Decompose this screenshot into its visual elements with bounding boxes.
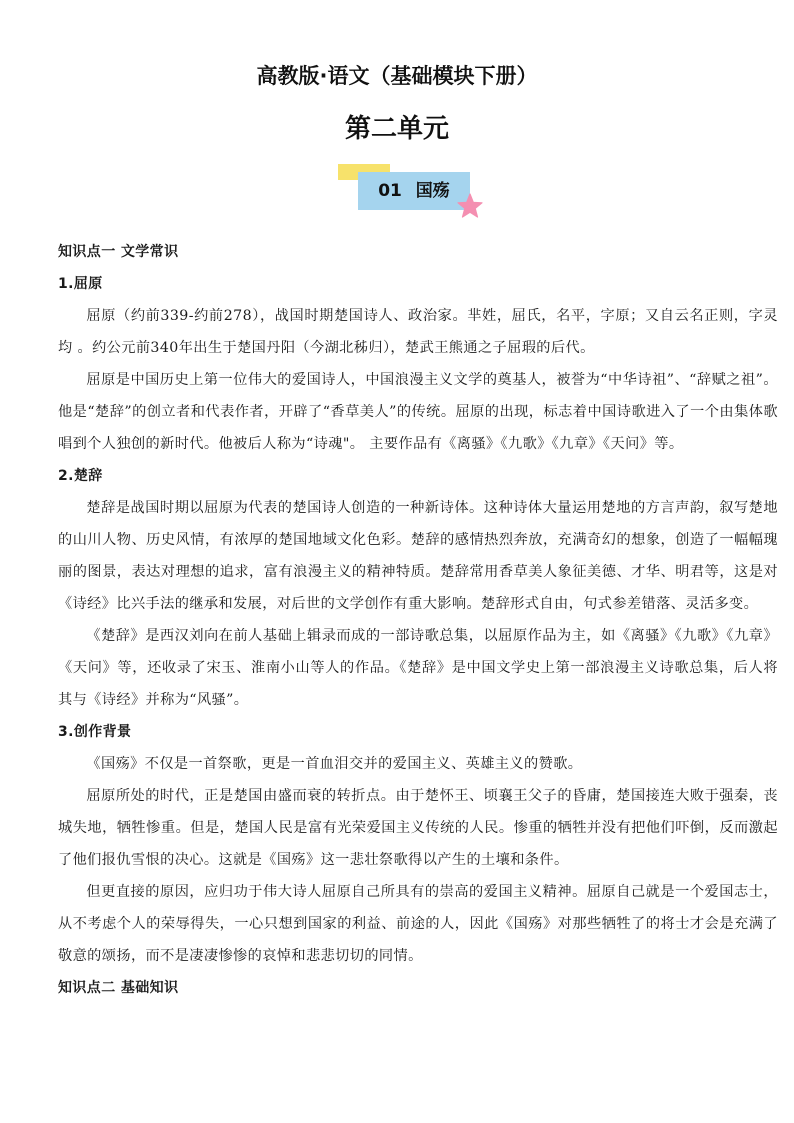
unit-title: 第二单元: [344, 114, 449, 144]
section-heading: 2.楚辞: [58, 468, 103, 484]
book-title: 高教版·语文（基础模块下册）: [256, 64, 538, 88]
knowledge-point-1-heading: 知识点一 文学常识: [58, 244, 179, 260]
pink-star-icon: [456, 192, 484, 220]
lesson-number: 01: [378, 181, 402, 201]
lesson-badge: [338, 160, 488, 222]
lesson-name: 国殇: [415, 181, 450, 201]
paragraph: 屈原（约前339-约前278），战国时期楚国诗人、政治家。芈姓，屈氏，名平，字原；又自云名正则，字灵均 。约公元前340年出生于楚国丹阳（今湖北秭归），楚武王熊通之子屈瑕的后代。: [58, 308, 778, 356]
knowledge-point-2-heading: 知识点二 基础知识: [58, 980, 179, 996]
paragraph: 楚辞是战国时期以屈原为代表的楚国诗人创造的一种新诗体。这种诗体大量运用楚地的方言声韵，叙写楚地的山川人物、历史风情，有浓厚的楚国地域文化色彩。楚辞的感情热烈奔放，充满奇幻的想象，创造了一幅幅瑰丽的图景，表达对理想的追求，富有浪漫主义的精神特质。楚辞常用香草美人象征美德、才华、明君等，这是对《诗经》比兴手法的继承和发展，对后世的文学创作有重大影响。楚辞形式自由，句式参差错落、灵活多变。: [58, 500, 778, 612]
paragraph: 屈原所处的时代，正是楚国由盛而衰的转折点。由于楚怀王、顷襄王父子的昏庸，楚国接连大败于强秦，丧城失地，牺牲惨重。但是，楚国人民是富有光荣爱国主义传统的人民。惨重的牺牲并没有把他们吓倒，反而激起了他们报仇雪恨的决心。这就是《国殇》这一悲壮祭歌得以产生的土壤和条件。: [58, 788, 778, 868]
section-heading: 3.创作背景: [58, 724, 132, 740]
paragraph: 《楚辞》是西汉刘向在前人基础上辑录而成的一部诗歌总集，以屈原作品为主，如《离骚》《九歌》《九章》《天问》等，还收录了宋玉、淮南小山等人的作品。《楚辞》是中国文学史上第一部浪漫主义诗歌总集，后人将其与《诗经》并称为“风骚”。: [58, 628, 778, 708]
section-heading: 1.屈原: [58, 276, 103, 292]
lesson-title: [358, 172, 470, 210]
paragraph: 但更直接的原因，应归功于伟大诗人屈原自己所具有的崇高的爱国主义精神。屈原自己就是一个爱国志士，从不考虑个人的荣辱得失，一心只想到国家的利益、前途的人，因此《国殇》对那些牺牲了的将士才会是充满了敬意的颂扬，而不是凄凄惨惨的哀悼和悲悲切切的同情。: [58, 884, 778, 964]
paragraph: 屈原是中国历史上第一位伟大的爱国诗人，中国浪漫主义文学的奠基人，被誉为“中华诗祖”、“辞赋之祖”。他是“楚辞”的创立者和代表作者，开辟了“香草美人”的传统。屈原的出现，标志着中国诗歌进入了一个由集体歌唱到个人独创的新时代。他被后人称为“诗魂"。 主要作品有《离骚》《九歌》《九章》《天问》等。: [58, 372, 778, 452]
main-content: [58, 236, 778, 1004]
paragraph: 《国殇》不仅是一首祭歌，更是一首血泪交并的爱国主义、英雄主义的赞歌。: [86, 756, 583, 772]
